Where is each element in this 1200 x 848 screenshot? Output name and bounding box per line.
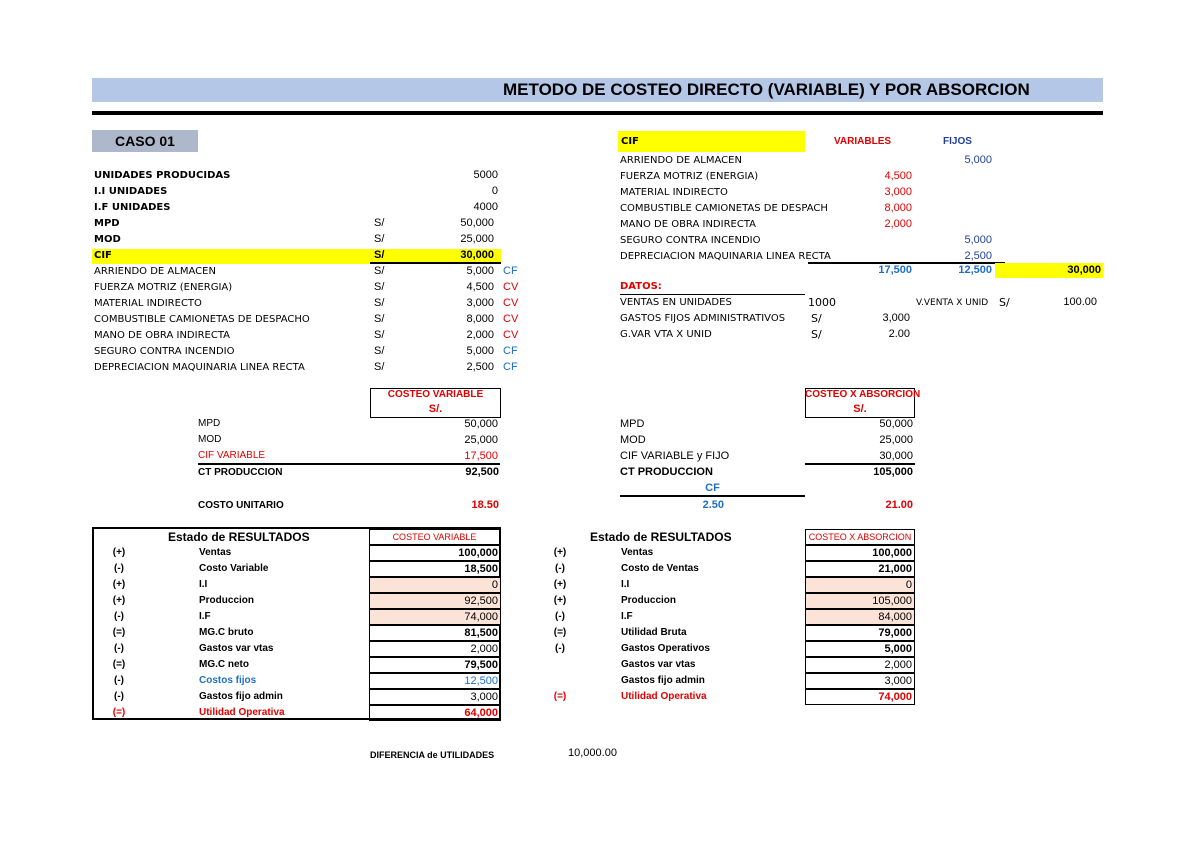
left-row-currency: S/	[374, 281, 385, 293]
er-row-value: 2,000	[805, 657, 915, 673]
cv-row-label: CIF VARIABLE	[198, 450, 266, 461]
ca-cu-value: 21.00	[885, 499, 913, 511]
er-row-label: I.I	[199, 579, 208, 590]
cif-table-row-label: MANO DE OBRA INDIRECTA	[620, 219, 756, 230]
er-row-label: MG.C neto	[199, 659, 249, 670]
er-row-label: Produccion	[621, 595, 677, 606]
left-row-value: 30,000	[460, 249, 494, 261]
left-row-label: FUERZA MOTRIZ (ENERGIA)	[94, 282, 233, 293]
left-row-value: 2,500	[466, 361, 494, 373]
er-row-sign: (=)	[112, 627, 126, 638]
diferencia-value: 10,000.00	[568, 747, 617, 759]
cif-table-row-label: MATERIAL INDIRECTO	[620, 187, 728, 198]
er-row-sign: (-)	[114, 691, 124, 702]
er-row-label: Costo de Ventas	[621, 563, 699, 574]
er-variable-head: COSTEO VARIABLE	[369, 529, 500, 545]
left-row-currency: S/	[374, 313, 385, 325]
left-row-label: UNIDADES PRODUCIDAS	[94, 170, 231, 181]
er-row-label: MG.C bruto	[199, 627, 254, 638]
left-row-tag: CF	[503, 265, 518, 277]
cif-table-row-variable: 3,000	[884, 186, 912, 198]
er-row-label: Ventas	[621, 547, 654, 558]
ca-row-label: CIF VARIABLE y FIJO	[620, 450, 730, 462]
er-variable-title: Estado de RESULTADOS	[168, 530, 310, 544]
er-row-sign: (-)	[555, 643, 565, 654]
er-row-label: Ventas	[199, 547, 232, 558]
er-absorcion-head: COSTEO X ABSORCION	[805, 529, 915, 545]
er-row-sign: (=)	[553, 627, 567, 638]
left-row-currency: S/	[374, 329, 385, 341]
cif-table-row-label: COMBUSTIBLE CAMIONETAS DE DESPACH	[620, 203, 828, 214]
er-row-sign: (+)	[553, 595, 567, 606]
er-row-value: 2,000	[369, 641, 501, 657]
er-row-label: I.I	[621, 579, 630, 590]
er-row-label: Utilidad Bruta	[621, 627, 687, 638]
cif-table-row-label: ARRIENDO DE ALMACEN	[620, 155, 742, 166]
left-row-tag: CV	[503, 313, 519, 325]
er-row-sign: (+)	[112, 579, 126, 590]
cif-table-row-label: FUERZA MOTRIZ (ENERGIA)	[620, 171, 759, 182]
er-row-value: 3,000	[369, 689, 501, 705]
left-row-value: 8,000	[466, 313, 494, 325]
er-row-value: 100,000	[805, 545, 915, 561]
cif-table-row-variable: 2,000	[884, 218, 912, 230]
er-absorcion-title: Estado de RESULTADOS	[590, 530, 732, 544]
er-row-sign: (+)	[553, 579, 567, 590]
datos-ventas-value: 1000	[808, 296, 836, 309]
er-row-sign: (-)	[555, 563, 565, 574]
title-rule	[92, 111, 1103, 115]
cv-row-label: MOD	[198, 434, 222, 445]
er-row-value: 84,000	[805, 609, 915, 625]
left-row-value: 5,000	[466, 345, 494, 357]
cif-total-variable: 17,500	[878, 264, 912, 276]
ca-cf-label: CF	[705, 482, 720, 494]
er-row-sign: (-)	[114, 643, 124, 654]
left-row-label: SEGURO CONTRA INCENDIO	[94, 346, 235, 357]
left-row-tag: CV	[503, 329, 519, 341]
er-row-value: 100,000	[369, 545, 501, 561]
cv-row-label: MPD	[198, 418, 221, 429]
left-row-currency: S/	[374, 361, 385, 373]
er-row-sign: (-)	[114, 675, 124, 686]
left-row-currency: S/	[374, 265, 385, 277]
er-row-sign: (+)	[553, 547, 567, 558]
left-row-value: 0	[491, 185, 498, 197]
er-row-sign: (-)	[555, 611, 565, 622]
cv-ct-label: CT PRODUCCION	[198, 467, 283, 478]
left-row-currency: S/	[374, 345, 385, 357]
left-row-tag: CF	[503, 345, 518, 357]
er-row-value: 0	[805, 577, 915, 593]
datos-gastos-value: 3,000	[882, 312, 910, 324]
er-row-value: 21,000	[805, 561, 915, 577]
datos-vventa-cur: S/	[999, 296, 1010, 309]
left-row-currency: S/	[374, 297, 385, 309]
cif-total-value: 30,000	[1067, 264, 1101, 276]
cif-variables-header: VARIABLES	[834, 136, 892, 147]
ca-ct-value: 105,000	[873, 466, 913, 478]
cif-underline	[370, 262, 501, 264]
ca-cf-value: 2.50	[702, 499, 724, 511]
left-row-value: 5,000	[466, 265, 494, 277]
left-row-label: CIF	[94, 250, 112, 261]
ca-row-label: MPD	[620, 418, 645, 430]
cif-table-row-label: DEPRECIACION MAQUINARIA LINEA RECTA	[620, 251, 831, 262]
er-row-value: 74,000	[369, 609, 501, 625]
left-row-label: ARRIENDO DE ALMACEN	[94, 266, 216, 277]
cv-cu-value: 18.50	[471, 499, 499, 511]
cif-table-row-fijo: 2,500	[964, 250, 992, 262]
cv-row-value: 50,000	[464, 418, 498, 430]
er-row-label: Gastos fijo admin	[199, 691, 283, 702]
cif-total-fijo: 12,500	[958, 264, 992, 276]
er-row-value: 3,000	[805, 673, 915, 689]
left-row-currency: S/	[374, 217, 385, 229]
left-row-currency: S/	[374, 233, 385, 245]
left-row-value: 4,500	[466, 281, 494, 293]
cif-table-row-variable: 4,500	[884, 170, 912, 182]
left-row-value: 4000	[473, 201, 498, 213]
page-title: METODO DE COSTEO DIRECTO (VARIABLE) Y POR ABSORCION	[503, 80, 1030, 99]
left-row-currency: S/	[374, 249, 385, 261]
left-row-value: 50,000	[460, 217, 494, 229]
cif-table-row-label: SEGURO CONTRA INCENDIO	[620, 235, 761, 246]
er-row-label: I.F	[621, 611, 633, 622]
er-row-value: 64,000	[369, 705, 501, 721]
ca-row-label: MOD	[620, 434, 646, 446]
datos-vventa-label: V.VENTA X UNID	[916, 298, 989, 308]
ca-header-title: COSTEO X ABSORCION	[805, 389, 921, 400]
cv-header-title: COSTEO VARIABLE	[387, 389, 484, 400]
datos-gvar-cur: S/	[811, 328, 822, 341]
er-row-value: 5,000	[805, 641, 915, 657]
left-row-value: 25,000	[460, 233, 494, 245]
caso-badge: CASO 01	[92, 130, 198, 152]
left-row-value: 5000	[473, 169, 498, 181]
er-row-value: 79,500	[369, 657, 501, 673]
er-row-sign: (+)	[112, 595, 126, 606]
left-row-tag: CF	[503, 361, 518, 373]
cif-fijos-header: FIJOS	[943, 136, 972, 147]
ca-row-value: 25,000	[879, 434, 913, 446]
er-row-sign: (=)	[112, 659, 126, 670]
datos-gastos-cur: S/	[811, 312, 822, 325]
cv-ct-rule	[198, 463, 500, 465]
er-row-label: Costo Variable	[199, 563, 269, 574]
datos-ventas-label: VENTAS EN UNIDADES	[620, 297, 732, 308]
datos-gastos-label: GASTOS FIJOS ADMINISTRATIVOS	[620, 313, 786, 324]
left-row-label: I.I UNIDADES	[94, 186, 168, 197]
er-row-value: 105,000	[805, 593, 915, 609]
er-row-sign: (+)	[112, 547, 126, 558]
er-row-sign: (=)	[112, 707, 126, 718]
cif-table-header-bg	[618, 131, 805, 152]
er-row-sign: (-)	[114, 563, 124, 574]
ca-cf-rule	[620, 495, 805, 497]
datos-gvar-label: G.VAR VTA X UNID	[620, 329, 712, 340]
er-row-value: 79,000	[805, 625, 915, 641]
left-row-label: MANO DE OBRA INDIRECTA	[94, 330, 230, 341]
er-row-label: Gastos var vtas	[199, 643, 274, 654]
cv-ct-value: 92,500	[465, 466, 499, 478]
left-row-label: MPD	[94, 218, 120, 229]
er-row-value: 0	[369, 577, 501, 593]
ca-ct-label: CT PRODUCCION	[620, 466, 713, 478]
er-row-value: 81,500	[369, 625, 501, 641]
er-row-sign: (-)	[114, 611, 124, 622]
left-row-value: 3,000	[466, 297, 494, 309]
cif-table-row-fijo: 5,000	[964, 234, 992, 246]
ca-row-value: 30,000	[879, 450, 913, 462]
left-row-tag: CV	[503, 281, 519, 293]
er-row-label: Utilidad Operativa	[199, 707, 285, 718]
left-row-label: MATERIAL INDIRECTO	[94, 298, 202, 309]
left-row-tag: CV	[503, 297, 519, 309]
er-row-label: I.F	[199, 611, 211, 622]
er-row-value: 74,000	[805, 689, 915, 705]
er-row-label: Gastos var vtas	[621, 659, 696, 670]
er-row-value: 12,500	[369, 673, 501, 689]
ca-row-value: 50,000	[879, 418, 913, 430]
er-row-label: Gastos Operativos	[621, 643, 710, 654]
datos-vventa-value: 100.00	[1063, 296, 1097, 308]
er-row-value: 18,500	[369, 561, 501, 577]
diferencia-label: DIFERENCIA de UTILIDADES	[370, 750, 495, 760]
cv-cu-label: COSTO UNITARIO	[198, 500, 284, 511]
datos-rule	[620, 294, 805, 295]
cv-row-value: 25,000	[464, 434, 498, 446]
datos-gvar-value: 2.00	[888, 328, 910, 340]
cif-table-row-fijo: 5,000	[964, 154, 992, 166]
ca-header-currency: S/.	[853, 403, 867, 415]
er-row-label: Costos fijos	[199, 675, 257, 686]
cif-table-row-variable: 8,000	[884, 202, 912, 214]
left-row-value: 2,000	[466, 329, 494, 341]
er-row-label: Gastos fijo admin	[621, 675, 705, 686]
er-row-label: Utilidad Operativa	[621, 691, 707, 702]
left-row-label: COMBUSTIBLE CAMIONETAS DE DESPACHO	[94, 314, 310, 325]
left-row-label: MOD	[94, 234, 121, 245]
cv-row-value: 17,500	[464, 450, 498, 462]
left-row-label: I.F UNIDADES	[94, 202, 171, 213]
ca-ct-rule	[805, 463, 915, 465]
er-row-value: 92,500	[369, 593, 501, 609]
er-row-label: Produccion	[199, 595, 255, 606]
cv-header-currency: S/.	[428, 403, 443, 415]
er-row-sign: (=)	[553, 691, 567, 702]
datos-title: DATOS:	[620, 281, 662, 292]
cif-table-header: CIF	[621, 136, 639, 147]
left-row-label: DEPRECIACION MAQUINARIA LINEA RECTA	[94, 362, 305, 373]
